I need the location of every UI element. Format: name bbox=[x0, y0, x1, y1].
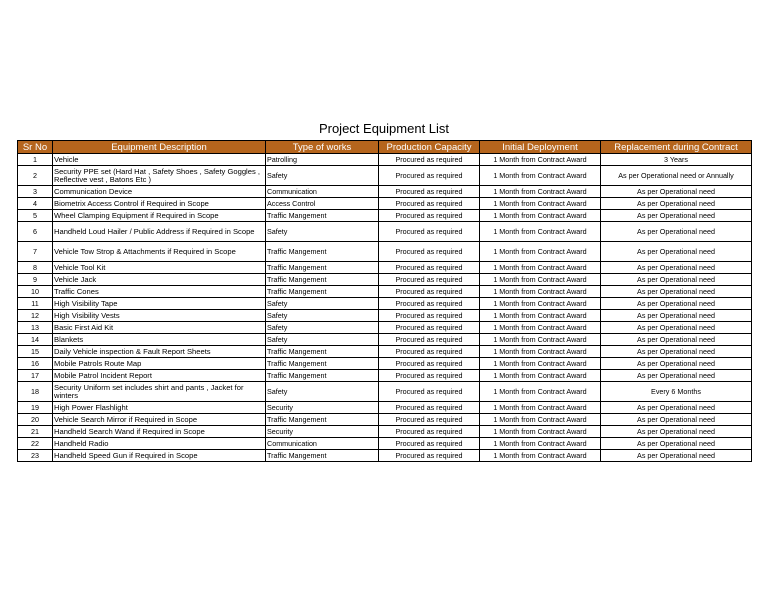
cell-initial-deployment: 1 Month from Contract Award bbox=[480, 274, 601, 286]
cell-replacement: As per Operational need bbox=[601, 186, 752, 198]
table-row bbox=[18, 262, 752, 274]
cell-equipment-description: Vehicle Tow Strop & Attachments if Required in Scope bbox=[53, 242, 266, 262]
table-row bbox=[18, 438, 752, 450]
cell-type-of-works: Traffic Mangement bbox=[266, 242, 379, 262]
cell-production-capacity: Procured as required bbox=[379, 346, 480, 358]
table-row bbox=[18, 358, 752, 370]
cell-type-of-works: Safety bbox=[266, 382, 379, 402]
cell-production-capacity: Procured as required bbox=[379, 154, 480, 166]
cell-initial-deployment: 1 Month from Contract Award bbox=[480, 334, 601, 346]
column-header-production-capacity: Production Capacity bbox=[379, 141, 480, 154]
cell-type-of-works: Traffic Mangement bbox=[266, 358, 379, 370]
cell-initial-deployment: 1 Month from Contract Award bbox=[480, 450, 601, 462]
cell-replacement: As per Operational need bbox=[601, 286, 752, 298]
cell-replacement: As per Operational need bbox=[601, 414, 752, 426]
cell-equipment-description: Handheld Loud Hailer / Public Address if Required in Scope bbox=[53, 222, 266, 242]
cell-equipment-description: Basic First Aid Kit bbox=[53, 322, 266, 334]
cell-type-of-works: Safety bbox=[266, 322, 379, 334]
table-row bbox=[18, 402, 752, 414]
table-row bbox=[18, 414, 752, 426]
cell-sr-no: 11 bbox=[18, 298, 53, 310]
cell-production-capacity: Procured as required bbox=[379, 242, 480, 262]
cell-production-capacity: Procured as required bbox=[379, 334, 480, 346]
cell-initial-deployment: 1 Month from Contract Award bbox=[480, 154, 601, 166]
column-header-type-of-works: Type of works bbox=[266, 141, 379, 154]
table-row bbox=[18, 382, 752, 402]
cell-equipment-description: Mobile Patrols Route Map bbox=[53, 358, 266, 370]
cell-equipment-description: Security PPE set (Hard Hat , Safety Shoes , Safety Goggles , Reflective vest , Batons Etc ) bbox=[53, 166, 266, 186]
cell-production-capacity: Procured as required bbox=[379, 370, 480, 382]
cell-sr-no: 8 bbox=[18, 262, 53, 274]
cell-equipment-description: High Power Flashlight bbox=[53, 402, 266, 414]
cell-type-of-works: Safety bbox=[266, 334, 379, 346]
cell-equipment-description: Security Uniform set includes shirt and pants , Jacket for winters bbox=[53, 382, 266, 402]
table-row bbox=[18, 370, 752, 382]
cell-replacement: Every 6 Months bbox=[601, 382, 752, 402]
cell-replacement: As per Operational need bbox=[601, 450, 752, 462]
cell-sr-no: 4 bbox=[18, 198, 53, 210]
cell-sr-no: 9 bbox=[18, 274, 53, 286]
cell-replacement: As per Operational need bbox=[601, 334, 752, 346]
cell-equipment-description: Mobile Patrol Incident Report bbox=[53, 370, 266, 382]
cell-equipment-description: Handheld Search Wand if Required in Scope bbox=[53, 426, 266, 438]
cell-sr-no: 10 bbox=[18, 286, 53, 298]
cell-sr-no: 22 bbox=[18, 438, 53, 450]
cell-production-capacity: Procured as required bbox=[379, 310, 480, 322]
cell-initial-deployment: 1 Month from Contract Award bbox=[480, 298, 601, 310]
cell-replacement: As per Operational need bbox=[601, 438, 752, 450]
cell-replacement: As per Operational need bbox=[601, 242, 752, 262]
cell-type-of-works: Traffic Mangement bbox=[266, 370, 379, 382]
cell-initial-deployment: 1 Month from Contract Award bbox=[480, 262, 601, 274]
cell-replacement: As per Operational need bbox=[601, 210, 752, 222]
cell-production-capacity: Procured as required bbox=[379, 382, 480, 402]
cell-equipment-description: Handheld Radio bbox=[53, 438, 266, 450]
cell-replacement: As per Operational need bbox=[601, 198, 752, 210]
cell-initial-deployment: 1 Month from Contract Award bbox=[480, 358, 601, 370]
cell-sr-no: 5 bbox=[18, 210, 53, 222]
cell-equipment-description: Wheel Clamping Equipment if Required in Scope bbox=[53, 210, 266, 222]
cell-sr-no: 1 bbox=[18, 154, 53, 166]
cell-production-capacity: Procured as required bbox=[379, 298, 480, 310]
table-row bbox=[18, 166, 752, 186]
cell-sr-no: 3 bbox=[18, 186, 53, 198]
cell-production-capacity: Procured as required bbox=[379, 450, 480, 462]
cell-initial-deployment: 1 Month from Contract Award bbox=[480, 310, 601, 322]
cell-production-capacity: Procured as required bbox=[379, 322, 480, 334]
cell-sr-no: 19 bbox=[18, 402, 53, 414]
table-row bbox=[18, 242, 752, 262]
cell-equipment-description: Vehicle Jack bbox=[53, 274, 266, 286]
cell-equipment-description: Blankets bbox=[53, 334, 266, 346]
cell-sr-no: 17 bbox=[18, 370, 53, 382]
cell-replacement: As per Operational need or Annually bbox=[601, 166, 752, 186]
cell-replacement: As per Operational need bbox=[601, 322, 752, 334]
column-header-replacement: Replacement during Contract bbox=[601, 141, 752, 154]
cell-type-of-works: Traffic Mangement bbox=[266, 414, 379, 426]
cell-production-capacity: Procured as required bbox=[379, 198, 480, 210]
table-row bbox=[18, 274, 752, 286]
cell-sr-no: 23 bbox=[18, 450, 53, 462]
cell-replacement: As per Operational need bbox=[601, 262, 752, 274]
cell-initial-deployment: 1 Month from Contract Award bbox=[480, 382, 601, 402]
table-row bbox=[18, 186, 752, 198]
cell-initial-deployment: 1 Month from Contract Award bbox=[480, 286, 601, 298]
cell-initial-deployment: 1 Month from Contract Award bbox=[480, 402, 601, 414]
cell-replacement: As per Operational need bbox=[601, 274, 752, 286]
table-row bbox=[18, 222, 752, 242]
cell-replacement: As per Operational need bbox=[601, 298, 752, 310]
column-header-equipment-description: Equipment Description bbox=[53, 141, 266, 154]
cell-sr-no: 13 bbox=[18, 322, 53, 334]
cell-equipment-description: High Visibility Tape bbox=[53, 298, 266, 310]
cell-sr-no: 7 bbox=[18, 242, 53, 262]
cell-equipment-description: Communication Device bbox=[53, 186, 266, 198]
cell-production-capacity: Procured as required bbox=[379, 358, 480, 370]
cell-production-capacity: Procured as required bbox=[379, 166, 480, 186]
cell-initial-deployment: 1 Month from Contract Award bbox=[480, 210, 601, 222]
cell-type-of-works: Traffic Mangement bbox=[266, 450, 379, 462]
cell-production-capacity: Procured as required bbox=[379, 274, 480, 286]
cell-equipment-description: Vehicle bbox=[53, 154, 266, 166]
cell-sr-no: 18 bbox=[18, 382, 53, 402]
cell-initial-deployment: 1 Month from Contract Award bbox=[480, 166, 601, 186]
cell-sr-no: 20 bbox=[18, 414, 53, 426]
cell-type-of-works: Safety bbox=[266, 298, 379, 310]
cell-equipment-description: Biometrix Access Control if Required in Scope bbox=[53, 198, 266, 210]
cell-initial-deployment: 1 Month from Contract Award bbox=[480, 426, 601, 438]
cell-production-capacity: Procured as required bbox=[379, 438, 480, 450]
table-row bbox=[18, 298, 752, 310]
cell-production-capacity: Procured as required bbox=[379, 414, 480, 426]
cell-type-of-works: Safety bbox=[266, 310, 379, 322]
cell-equipment-description: Vehicle Tool Kit bbox=[53, 262, 266, 274]
cell-type-of-works: Traffic Mangement bbox=[266, 274, 379, 286]
cell-sr-no: 12 bbox=[18, 310, 53, 322]
cell-production-capacity: Procured as required bbox=[379, 222, 480, 242]
cell-initial-deployment: 1 Month from Contract Award bbox=[480, 322, 601, 334]
cell-sr-no: 14 bbox=[18, 334, 53, 346]
column-header-sr-no: Sr No bbox=[18, 141, 53, 154]
cell-initial-deployment: 1 Month from Contract Award bbox=[480, 198, 601, 210]
table-row bbox=[18, 310, 752, 322]
cell-initial-deployment: 1 Month from Contract Award bbox=[480, 346, 601, 358]
cell-initial-deployment: 1 Month from Contract Award bbox=[480, 222, 601, 242]
column-header-initial-deployment: Initial Deployment bbox=[480, 141, 601, 154]
cell-type-of-works: Security bbox=[266, 402, 379, 414]
table-header-row bbox=[18, 141, 752, 154]
table-row bbox=[18, 286, 752, 298]
table-row bbox=[18, 450, 752, 462]
cell-equipment-description: Handheld Speed Gun if Required in Scope bbox=[53, 450, 266, 462]
cell-type-of-works: Traffic Mangement bbox=[266, 210, 379, 222]
cell-initial-deployment: 1 Month from Contract Award bbox=[480, 370, 601, 382]
cell-sr-no: 6 bbox=[18, 222, 53, 242]
cell-replacement: As per Operational need bbox=[601, 370, 752, 382]
cell-type-of-works: Communication bbox=[266, 438, 379, 450]
cell-equipment-description: Vehicle Search Mirror if Required in Scope bbox=[53, 414, 266, 426]
cell-production-capacity: Procured as required bbox=[379, 402, 480, 414]
cell-initial-deployment: 1 Month from Contract Award bbox=[480, 186, 601, 198]
cell-production-capacity: Procured as required bbox=[379, 426, 480, 438]
cell-type-of-works: Communication bbox=[266, 186, 379, 198]
cell-type-of-works: Traffic Mangement bbox=[266, 286, 379, 298]
table-row bbox=[18, 346, 752, 358]
cell-type-of-works: Access Control bbox=[266, 198, 379, 210]
table-row bbox=[18, 210, 752, 222]
cell-initial-deployment: 1 Month from Contract Award bbox=[480, 414, 601, 426]
cell-replacement: As per Operational need bbox=[601, 402, 752, 414]
cell-production-capacity: Procured as required bbox=[379, 262, 480, 274]
cell-production-capacity: Procured as required bbox=[379, 186, 480, 198]
cell-replacement: As per Operational need bbox=[601, 358, 752, 370]
cell-production-capacity: Procured as required bbox=[379, 286, 480, 298]
cell-replacement: As per Operational need bbox=[601, 310, 752, 322]
cell-equipment-description: Traffic Cones bbox=[53, 286, 266, 298]
cell-type-of-works: Security bbox=[266, 426, 379, 438]
cell-type-of-works: Patrolling bbox=[266, 154, 379, 166]
cell-sr-no: 21 bbox=[18, 426, 53, 438]
cell-equipment-description: Daily Vehicle inspection & Fault Report Sheets bbox=[53, 346, 266, 358]
cell-sr-no: 2 bbox=[18, 166, 53, 186]
cell-production-capacity: Procured as required bbox=[379, 210, 480, 222]
table-row bbox=[18, 334, 752, 346]
cell-sr-no: 16 bbox=[18, 358, 53, 370]
table-row bbox=[18, 426, 752, 438]
cell-initial-deployment: 1 Month from Contract Award bbox=[480, 438, 601, 450]
cell-type-of-works: Traffic Mangement bbox=[266, 346, 379, 358]
cell-type-of-works: Traffic Mangement bbox=[266, 262, 379, 274]
table-row bbox=[18, 198, 752, 210]
cell-type-of-works: Safety bbox=[266, 222, 379, 242]
cell-initial-deployment: 1 Month from Contract Award bbox=[480, 242, 601, 262]
equipment-table bbox=[17, 140, 752, 462]
table-row bbox=[18, 322, 752, 334]
cell-replacement: As per Operational need bbox=[601, 222, 752, 242]
cell-equipment-description: High Visibility Vests bbox=[53, 310, 266, 322]
table-row bbox=[18, 154, 752, 166]
cell-replacement: As per Operational need bbox=[601, 426, 752, 438]
cell-replacement: 3 Years bbox=[601, 154, 752, 166]
page-title: Project Equipment List bbox=[318, 121, 450, 136]
cell-replacement: As per Operational need bbox=[601, 346, 752, 358]
cell-sr-no: 15 bbox=[18, 346, 53, 358]
cell-type-of-works: Safety bbox=[266, 166, 379, 186]
